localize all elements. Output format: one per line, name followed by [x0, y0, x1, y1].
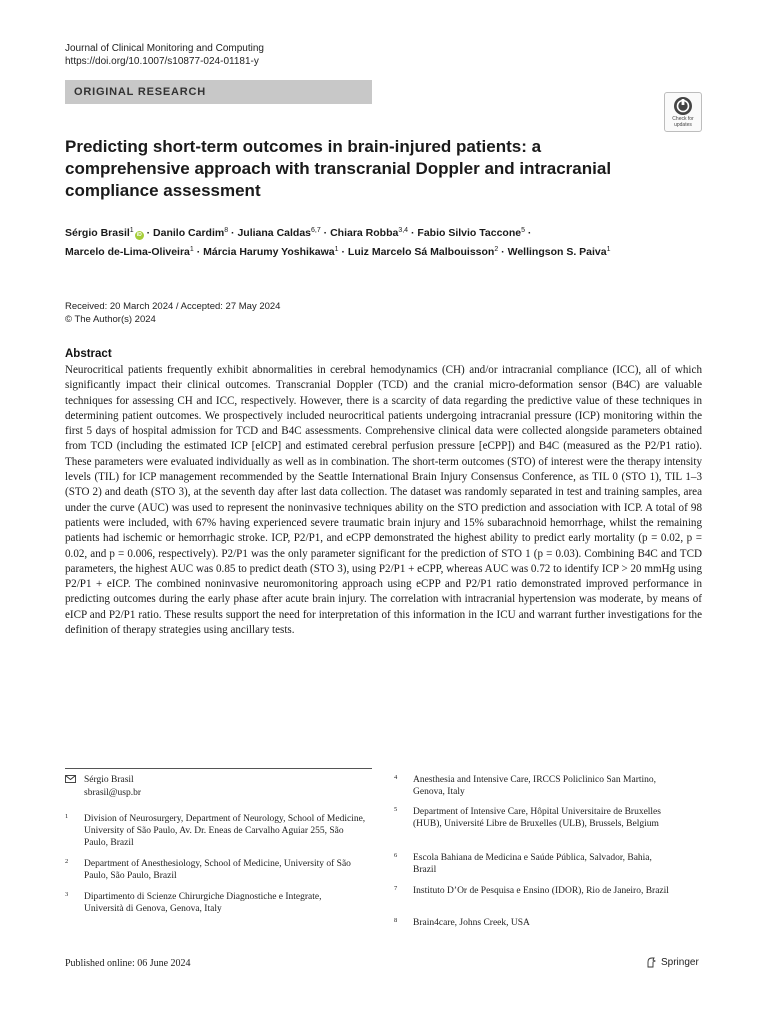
corresponding-email[interactable]: sbrasil@usp.br — [84, 787, 142, 798]
doi-link[interactable]: https://doi.org/10.1007/s10877-024-01181-y — [65, 56, 259, 67]
check-updates-label-2: updates — [674, 122, 692, 128]
journal-name: Journal of Clinical Monitoring and Computing — [65, 43, 264, 54]
abstract-text: Neurocritical patients frequently exhibit abnormalities in cerebral hemodynamics (CH) and/or intracranial compliance (ICC), all of which significantly impact their clinical outcomes. Transcranial Doppler (TCD) and the cranial micro-deformation sensor (B4C) are valuable techniques for assessing CH and ICC, respectively. However, there is a scarcity of data regarding the predictive value of these techniques in determining patient outcomes. We prospectively included neurocritical patients undergoing intracranial pressure (ICP) monitoring within the first 5 days of hospital admission for TCD and B4C assessments. Comprehensive clinical data were collected alongside parameters obtained from TCD (including the estimated ICP [eICP] and estimated cerebral perfusion pressure [eCPP]) and B4C (measured as the P2/P1 ratio). These parameters were evaluated individually as well as in combination. The short-term outcomes (STO) of interest were the therapy intensity levels (TIL) for ICP management recommended by the Seattle International Brain Injury Consensus Conference, as TIL 0 (STO 1), TIL 1–3 (STO 2) and death (STO 3), at the seventh day after last data collection. The dataset was randomly separated in test and training samples, area under the curve (AUC) was used to represent the noninvasive techniques ability on the STO prediction and association with ICP. A total of 98 patients were included, with 67% having experienced severe traumatic brain injury and 15% subarachnoid hemorrhage, whilst the remaining patients had ischemic or hemorrhagic stroke. ICP, P2/P1, and eCPP demonstrated the highest ability to predict early mortality (p = 0.02, p = 0.02, and p = 0.006, respectively). P2/P1 was the only parameter significant for the prediction of STO 1 (p = 0.03). Combining B4C and TCD parameters, the highest AUC was 0.85 to predict death (STO 3), using P2/P1 + eCPP, whereas AUC was 0.72 to identify ICP > 20 mmHg using P2/P1 + eICP. The combined noninvasive neuromonitoring approach using eCPP and P2/P1 ratio demonstrated improved performance in predicting outcomes during the early phase after acute brain injury. The correlation with intracranial hypertension was moderate, by means of eICP and P2/P1 ratio. These results support the need for interpretation of this information in the ICU and warrant further investigations for the definition of therapy strategies using ancillary tests. — [65, 364, 702, 637]
orcid-icon[interactable]: iD — [136, 232, 142, 238]
author[interactable]: Wellingson S. Paiva$^1$ — [507, 246, 611, 258]
footnote-divider — [65, 768, 372, 769]
article-type-banner: ORIGINAL RESEARCH — [65, 80, 372, 104]
author[interactable]: Juliana Caldas$^{6,7}$ — [237, 227, 321, 239]
publisher-logo — [646, 957, 699, 968]
author[interactable]: Marcelo de-Lima-Oliveira$^1$ — [65, 246, 194, 258]
abstract-heading: Abstract — [65, 348, 112, 360]
journal-header — [65, 42, 264, 68]
publication-dates — [65, 300, 280, 326]
author[interactable]: Luiz Marcelo Sá Malbouisson$^2$ — [347, 246, 499, 258]
springer-horse-icon — [646, 957, 657, 968]
check-for-updates-badge[interactable] — [664, 92, 702, 132]
article-title: Predicting short-term outcomes in brain-injured patients: a comprehensive approach with transcranial Doppler and intracranial compliance assessment — [65, 137, 612, 200]
author[interactable]: Chiara Robba$^{3,4}$ — [330, 227, 409, 239]
check-updates-icon — [673, 96, 693, 116]
corresponding-name: Sérgio Brasil — [84, 775, 134, 785]
publisher-name: Springer — [661, 957, 699, 968]
copyright: © The Author(s) 2024 — [65, 314, 156, 325]
check-updates-label-1: Check for — [672, 116, 694, 122]
received-accepted: Received: 20 March 2024 / Accepted: 27 May 2024 — [65, 301, 281, 312]
author[interactable]: Fabio Silvio Taccone$^5$ — [417, 227, 525, 239]
author[interactable]: Márcia Harumy Yoshikawa$^1$ — [203, 246, 339, 258]
author-list: Sérgio Brasil$^1$iD · Danilo Cardim$^8$ · Juliana Caldas$^{6,7}$ · Chiara Robba$^{3,4}$ · Fabio Silvio Taccone$^5$ · Marcelo de-Lima-Oliveira$^1$ · Márcia Harumy Yoshikawa$^1$ · Luiz Marcelo Sá Malbouisson$^2$ · Wellingson S. Paiva$^1$ — [65, 227, 611, 258]
author[interactable]: Danilo Cardim$^8$ — [153, 227, 229, 239]
author[interactable]: Sérgio Brasil$^1$iD — [65, 227, 142, 239]
envelope-icon — [65, 775, 76, 788]
published-date: Published online: 06 June 2024 — [65, 958, 191, 969]
